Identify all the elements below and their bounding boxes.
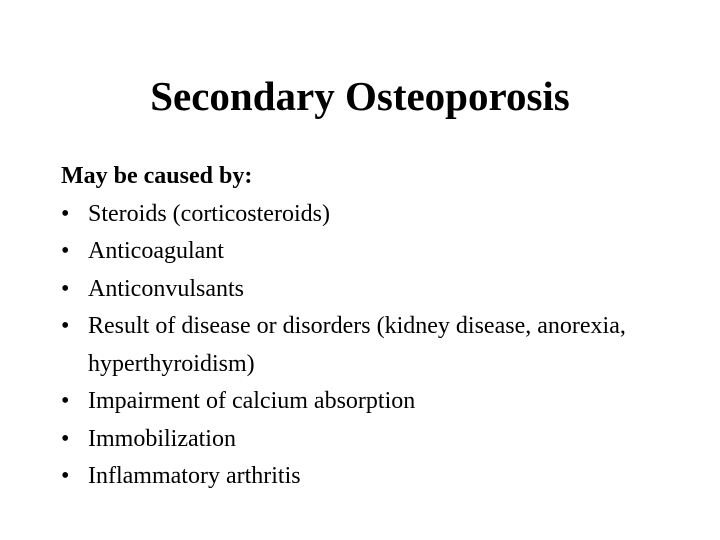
list-item-text: Anticoagulant bbox=[88, 238, 224, 264]
list-item-text: Inflammatory arthritis bbox=[88, 463, 301, 489]
list-item bbox=[61, 308, 681, 383]
bullet-icon: • bbox=[61, 238, 70, 264]
list-item-text: Result of disease or disorders (kidney disease, anorexia, hyperthyroidism) bbox=[88, 313, 626, 377]
slide-title: Secondary Osteoporosis bbox=[150, 73, 570, 119]
bullet-icon: • bbox=[61, 200, 70, 227]
list-item-text: Steroids (corticosteroids) bbox=[88, 200, 330, 227]
list-item-text: Anticonvulsants bbox=[88, 275, 244, 302]
list-item-text: Immobilization bbox=[88, 425, 236, 452]
list-item-text: Impairment of calcium absorption bbox=[88, 388, 416, 414]
list-item bbox=[61, 233, 681, 271]
bullet-icon: • bbox=[61, 425, 70, 452]
list-item bbox=[61, 196, 681, 234]
list-item bbox=[61, 458, 681, 496]
bullet-list bbox=[61, 196, 681, 496]
intro-text: May be caused by: bbox=[61, 163, 253, 189]
slide-content bbox=[61, 158, 681, 496]
list-item bbox=[61, 383, 681, 421]
bullet-icon: • bbox=[61, 313, 70, 339]
bullet-icon: • bbox=[61, 463, 70, 489]
list-item bbox=[61, 421, 681, 459]
bullet-icon: • bbox=[61, 275, 70, 302]
list-item bbox=[61, 271, 681, 309]
bullet-icon: • bbox=[61, 388, 70, 414]
